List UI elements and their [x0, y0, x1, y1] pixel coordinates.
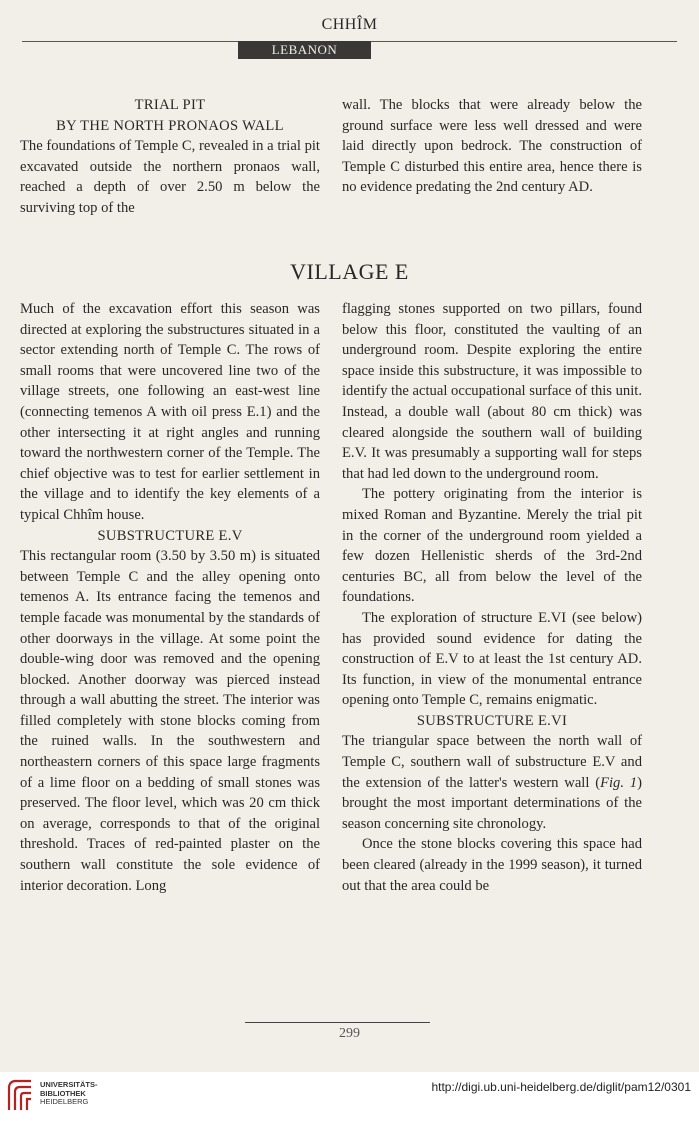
vaulting-paragraph: flagging stones supported on two pillars, found below this floor, constituted the vaulting of an underground room. Despite exploring the entire space inside this substructure, it was impossible to identify the actual occupational surface of this unit. Instead, a double wall (about 80 cm thick) was cleared alongside the southern wall of building E.V. It was presumably a supporting wall for steps that had led down to the underground room. — [342, 301, 642, 482]
section-title: VILLAGE E — [290, 259, 409, 284]
page-number: 299 — [339, 1026, 360, 1041]
substructure-evi-heading: SUBSTRUCTURE E.VI — [416, 712, 568, 729]
wall-paragraph: wall. The blocks that were already below the ground surface were less well dressed and were laid directly upon bedrock. The construction of Temple C disturbed this entire area, hence there is no evidence predating the 2nd century AD. — [342, 97, 642, 196]
library-logo-text — [40, 1081, 98, 1107]
triangular-space-paragraph — [342, 731, 642, 834]
left-column — [20, 299, 320, 896]
village-intro-paragraph: Much of the excavation effort this season was directed at exploring the substructures situated in a sector extending north of Temple C. The rows of small rooms that were uncovered line two of the village streets, one following an east-west line (connecting temenos A with oil press E.1) and the other intersecting it at right angles and running toward the northwestern corner of the Temple. The chief objective was to test for earlier settlement in the village and to identify the key elements of a typical Chhîm house. — [20, 301, 320, 523]
right-column — [342, 299, 642, 896]
source-url[interactable]: http://digi.ub.uni-heidelberg.de/diglit/pam12/0301 — [431, 1080, 691, 1094]
header-title: CHHÎM — [321, 16, 378, 33]
library-footer — [0, 1072, 699, 1121]
substructure-ev-paragraph: This rectangular room (3.50 by 3.50 m) is situated between Temple C and the alley opening onto temenos A. Its entrance facing the temenos and temple facade was monumental by the standards of other doorways in the village. At some point the double-wing door was removed and the opening blocked. Another doorway was pierced instead through a wall abutting the street. The interior was filled completely with stone blocks coming from the ruined walls. In the southwestern and northeastern corners of this space large fragments of a lime floor on a bedding of small stones was preserved. The floor level, which was 20 cm thick on average, corresponds to that of the original threshold. Traces of red-painted plaster on the southern wall constitute the sole evidence of interior decoration. Long — [20, 548, 320, 894]
logo-line-2: BIBLIOTHEK — [40, 1088, 86, 1098]
substructure-ev-heading: SUBSTRUCTURE E.V — [97, 527, 243, 544]
trial-pit-subheading: BY THE NORTH PRONAOS WALL — [56, 117, 284, 134]
figure-reference: Fig. 1 — [600, 774, 638, 791]
triangular-text-b: ) brought the most important determinations of the season concerning site chronology. — [342, 774, 642, 832]
trial-pit-paragraph: The foundations of Temple C, revealed in a trial pit excavated outside the northern pronaos wall, reached a depth of over 2.50 m below the surviving top of the — [20, 138, 320, 216]
left-top-block — [20, 95, 320, 219]
logo-line-3: HEIDELBERG — [40, 1097, 89, 1106]
logo-line-1: UNIVERSITÄTS- — [40, 1080, 98, 1089]
triangular-text-a: The triangular space between the north wall of Temple C, southern wall of substructure E.V and the extension of the latter's western wall ( — [342, 733, 642, 791]
right-top-block — [342, 95, 642, 198]
dating-paragraph: The exploration of structure E.VI (see below) has provided sound evidence for dating the construction of E.V to at least the 1st century AD. Its function, in view of the monumental entrance opening onto Temple C, remains enigmatic. — [342, 609, 642, 709]
footer-rule — [245, 1022, 430, 1023]
country-badge: LEBANON — [238, 41, 371, 59]
stone-blocks-paragraph: Once the stone blocks covering this space had been cleared (already in the 1999 season), it turned out that the area could be — [342, 836, 642, 894]
pottery-paragraph: The pottery originating from the interior is mixed Roman and Byzantine. Merely the trial pit in the corner of the underground room yielded a few dozen Hellenistic sherds of the 3rd-2nd centuries BC, all from below the level of the foundations. — [342, 486, 642, 606]
trial-pit-heading: TRIAL PIT — [134, 97, 206, 113]
library-logo-icon — [6, 1078, 34, 1112]
